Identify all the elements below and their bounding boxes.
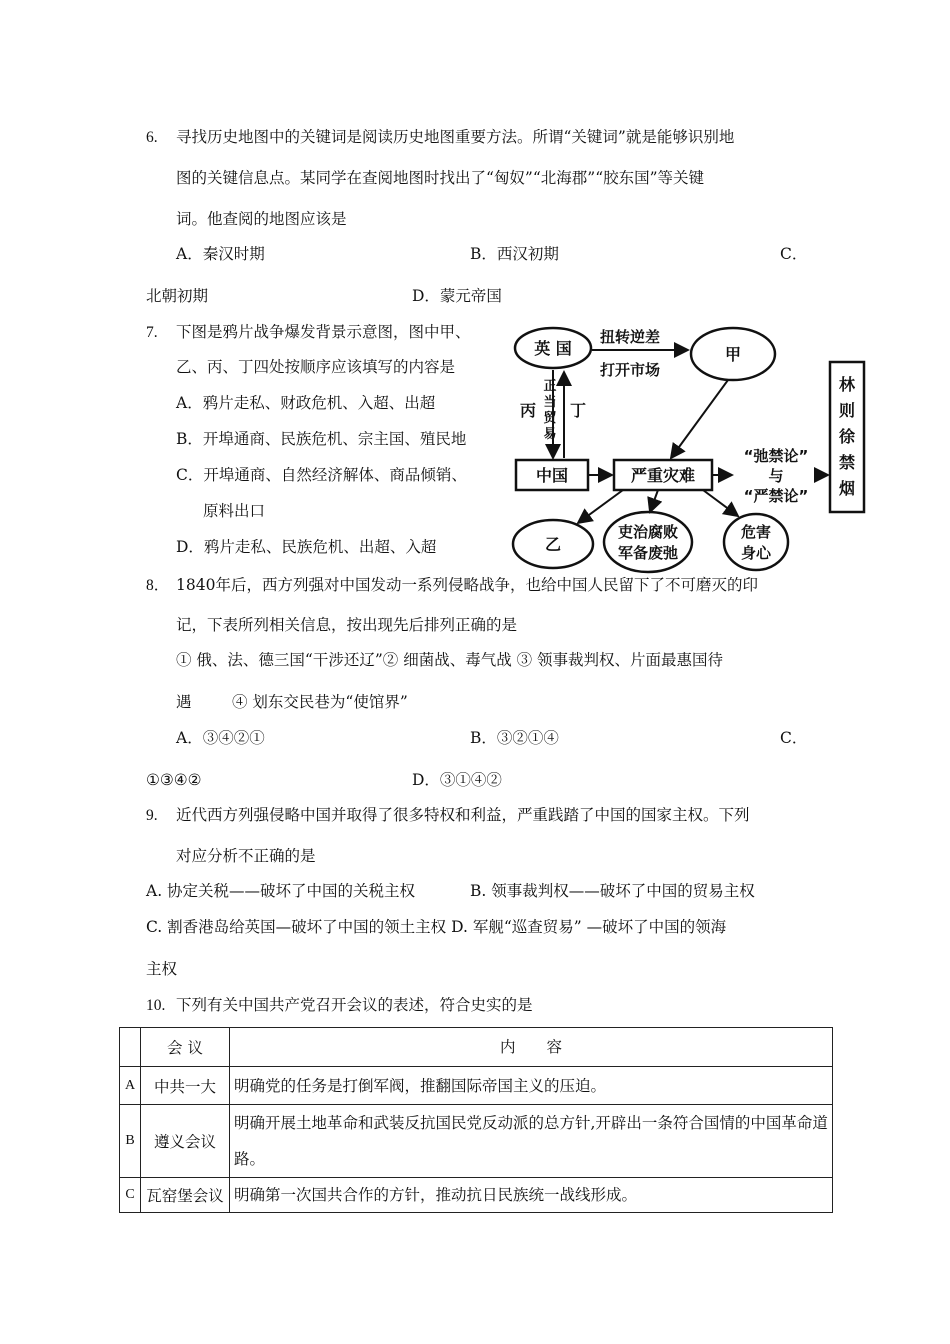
option-c: C． (780, 245, 808, 263)
question-text: 下列有关中国共产党召开会议的表述，符合史实的是 (176, 996, 533, 1014)
table-row (120, 1067, 833, 1105)
option-c: C．开埠通商、自然经济解体、商品倾销、 (176, 466, 467, 484)
question-number: 8． (146, 577, 170, 594)
question-text: 词。他查阅的地图应该是 (176, 210, 347, 228)
proper-trade-char: 正 (543, 379, 557, 394)
option-c-continued: 原料出口 (203, 502, 266, 520)
and-label: 与 (768, 467, 784, 485)
table-cell-key: C (120, 1178, 141, 1213)
table-cell-meeting: 遵义会议 (141, 1105, 230, 1178)
arrow-disaster-yi (578, 490, 623, 523)
option-b: B．西汉初期 (470, 245, 559, 263)
option-d: D．③①④② (412, 771, 502, 789)
question-text: 记，下表所列相关信息，按出现先后排列正确的是 (176, 616, 518, 634)
proper-trade-char: 易 (543, 427, 557, 442)
question-number: 9. (146, 807, 158, 824)
proper-trade-char: 当 (543, 395, 557, 410)
harm-label: 危害 (740, 523, 772, 541)
table-cell-key: B (120, 1105, 141, 1178)
question-items: ④ 划东交民巷为“使馆界” (232, 693, 408, 711)
option-c-d: C. 割香港岛给英国—破坏了中国的领土主权 D. 军舰“巡查贸易” —破坏了中国的领海 (146, 918, 727, 936)
option-b: B．开埠通商、民族危机、宗主国、殖民地 (176, 430, 467, 448)
open-market-label: 打开市场 (600, 361, 661, 379)
question-text: 对应分析不正确的是 (176, 847, 316, 865)
table-cell-meeting: 瓦窑堡会议 (141, 1178, 230, 1213)
question-text: 下图是鸦片战争爆发背景示意图，图中甲、 (176, 323, 471, 341)
corruption-label: 军备废弛 (617, 544, 679, 562)
option-a: A. 协定关税——破坏了中国的关税主权 (146, 882, 416, 900)
corruption-node (604, 512, 692, 572)
question-text: 寻找历史地图中的关键词是阅读历史地图重要方法。所谓“关键词”就是能够识别地 (176, 128, 735, 146)
strict-ban-label: “严禁论” (743, 487, 809, 505)
britain-label: 英 国 (534, 339, 572, 358)
lin-zexu-char: 烟 (838, 479, 856, 498)
yi-label: 乙 (544, 535, 562, 554)
arrow-disaster-corruption (650, 490, 658, 512)
table-cell-content: 明确第一次国共合作的方针，推动抗日民族统一战线形成。 (230, 1178, 833, 1213)
table-header-meeting: 会 议 (141, 1028, 230, 1067)
option-d-continued: 主权 (146, 960, 178, 978)
arrow-disaster-harm (703, 490, 738, 516)
meeting-table (119, 1027, 833, 1213)
option-a: A．秦汉时期 (176, 245, 265, 263)
harm-label: 身心 (740, 544, 772, 562)
option-b: B. 领事裁判权——破坏了中国的贸易主权 (470, 882, 755, 900)
option-c-continued: ①③④② (146, 771, 202, 789)
relax-ban-label: “弛禁论” (743, 447, 809, 465)
lin-zexu-char: 徐 (838, 427, 856, 446)
lin-zexu-char: 禁 (838, 453, 856, 472)
bing-label: 丙 (520, 401, 537, 420)
option-d: D．鸦片走私、民族危机、出超、入超 (176, 538, 437, 556)
question-text: 乙、丙、丁四处按顺序应该填写的内容是 (176, 358, 456, 376)
option-b: B．③②①④ (470, 729, 559, 747)
lin-zexu-char: 则 (838, 401, 856, 420)
question-number: 10. (146, 997, 166, 1014)
china-label: 中国 (535, 466, 569, 485)
option-c: C． (780, 729, 808, 747)
table-cell-key: A (120, 1067, 141, 1105)
reverse-deficit-label: 扭转逆差 (600, 328, 661, 346)
proper-trade-char: 贸 (543, 411, 557, 426)
option-a: A．鸦片走私、财政危机、入超、出超 (176, 394, 436, 412)
table-header-content: 内 容 (230, 1028, 833, 1067)
question-items: ① 俄、法、德三国“干涉还辽”② 细菌战、毒气战 ③ 领事裁判权、片面最惠国待 (176, 651, 724, 669)
jia-label: 甲 (724, 345, 742, 364)
table-row (120, 1178, 833, 1213)
question-text: 图的关键信息点。某同学在查阅地图时找出了“匈奴”“北海郡”“胶东国”等关键 (176, 169, 705, 187)
ding-label: 丁 (570, 401, 587, 420)
question-number: 7. (146, 324, 158, 341)
table-row (120, 1105, 833, 1178)
question-text: 近代西方列强侵略中国并取得了很多特权和利益，严重践踏了中国的国家主权。下列 (176, 806, 750, 824)
table-cell (120, 1028, 141, 1067)
option-d: D．蒙元帝国 (412, 287, 502, 305)
question-items: 遇 (176, 693, 192, 711)
table-header-row (120, 1028, 833, 1067)
option-c-continued: 北朝初期 (146, 287, 209, 305)
lin-zexu-char: 林 (838, 375, 856, 394)
option-a: A．③④②① (176, 729, 265, 747)
table-cell-content: 明确党的任务是打倒军阀，推翻国际帝国主义的压迫。 (230, 1067, 833, 1105)
disaster-label: 严重灾难 (630, 466, 696, 485)
opium-war-background-diagram (508, 318, 868, 578)
question-text: 1840年后，西方列强对中国发动一系列侵略战争，也给中国人民留下了不可磨灭的印 (176, 576, 758, 594)
table-cell-meeting: 中共一大 (141, 1067, 230, 1105)
arrow-jia-disaster (671, 380, 728, 458)
corruption-label: 吏治腐败 (617, 523, 679, 541)
table-cell-content: 明确开展土地革命和武装反抗国民党反动派的总方针,开辟出一条符合国情的中国革命道路。 (230, 1105, 833, 1178)
question-number: 6. (146, 129, 158, 146)
